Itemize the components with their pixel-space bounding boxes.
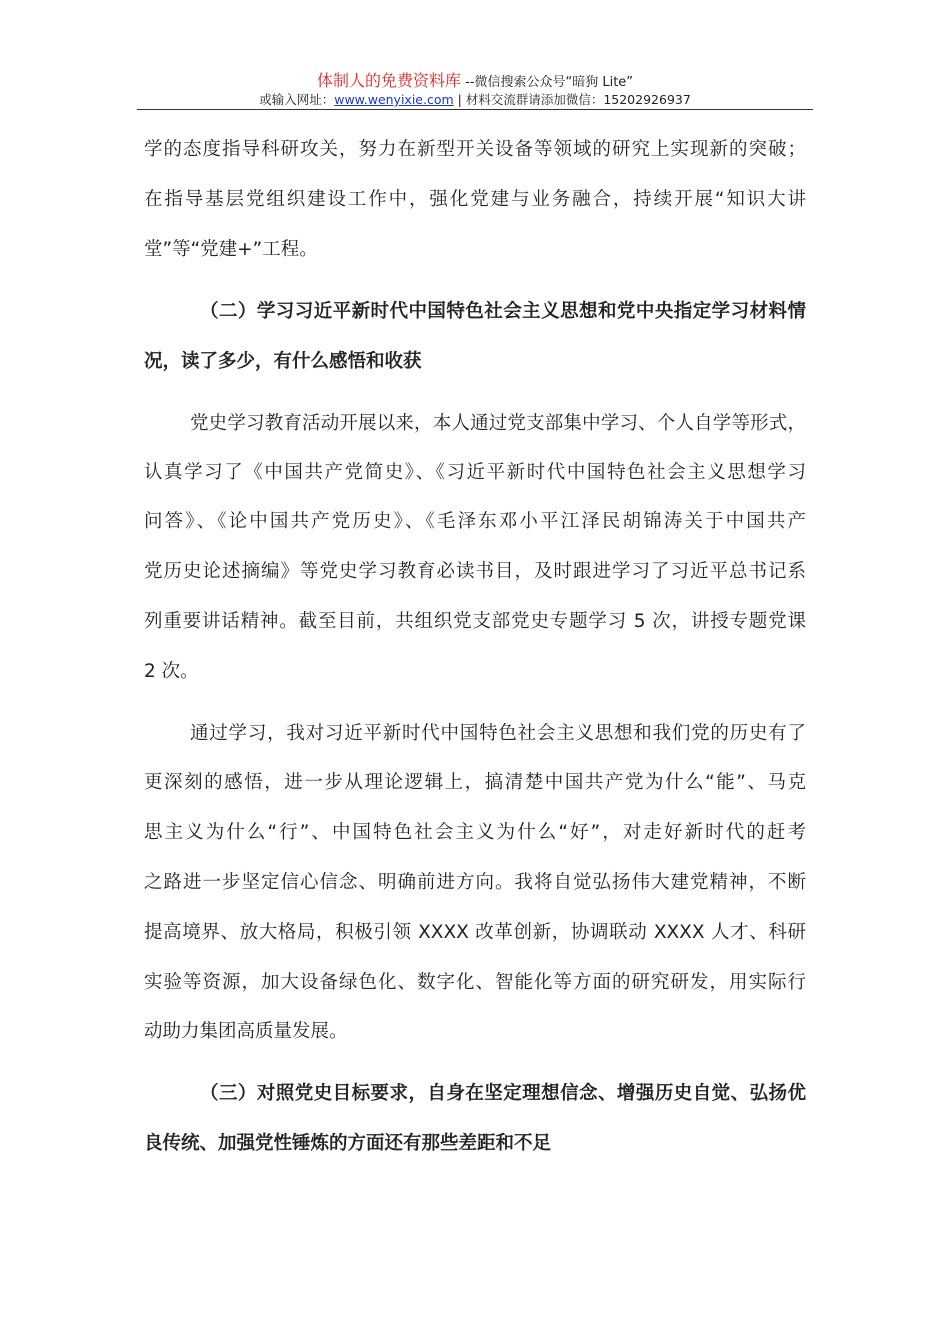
body-line: 2 次。 — [144, 661, 199, 682]
body-line: 通过学习，我对习近平新时代中国特色社会主义思想和我们党的历史有了 — [190, 723, 806, 744]
body-line: 党历史论述摘编》等党史学习教育必读书目，及时跟进学习了习近平总书记系 — [144, 561, 806, 582]
body-line: 之路进一步坚定信心信念、明确前进方向。我将自觉弘扬伟大建党精神，不断 — [144, 872, 806, 893]
body-line: 在指导基层党组织建设工作中，强化党建与业务融合，持续开展“知识大讲 — [144, 189, 806, 210]
body-line: 堂”等“党建+”工程。 — [144, 239, 318, 260]
section-heading: （三）对照党史目标要求，自身在坚定理想信念、增强历史自觉、弘扬优 — [200, 1083, 806, 1104]
section-heading: （二）学习习近平新时代中国特色社会主义思想和党中央指定学习材料情 — [200, 301, 806, 322]
url-prefix: 或输入网址： — [259, 92, 335, 107]
body-line: 思主义为什么“行”、中国特色社会主义为什么“好”，对走好新时代的赶考 — [144, 822, 806, 843]
body-line: 实验等资源，加大设备绿色化、数字化、智能化等方面的研究研发，用实际行 — [144, 972, 806, 993]
header-line-2 — [0, 91, 950, 108]
body-line: 动助力集团高质量发展。 — [144, 1021, 348, 1042]
body-line: 更深刻的感悟，进一步从理论逻辑上，搞清楚中国共产党为什么“能”、马克 — [144, 772, 806, 793]
brand-title: 体制人的免费资料库 — [316, 71, 461, 90]
section-heading: 良传统、加强党性锤炼的方面还有那些差距和不足 — [144, 1133, 552, 1154]
contact-info: | 材料交流群请添加微信：15202926937 — [453, 92, 691, 107]
website-link[interactable]: www.wenyixie.com — [334, 92, 454, 107]
header-divider — [137, 109, 813, 110]
header-tagline: --微信搜索公众号“暗狗 Lite” — [460, 75, 634, 90]
header-line-1 — [0, 72, 950, 92]
section-heading: 况，读了多少，有什么感悟和收获 — [144, 351, 422, 372]
body-line: 认真学习了《中国共产党简史》、《习近平新时代中国特色社会主义思想学习 — [144, 462, 806, 483]
body-line: 问答》、《论中国共产党历史》、《毛泽东邓小平江泽民胡锦涛关于中国共产 — [144, 511, 806, 532]
body-line: 党史学习教育活动开展以来，本人通过党支部集中学习、个人自学等形式， — [190, 413, 806, 434]
body-line: 学的态度指导科研攻关，努力在新型开关设备等领域的研究上实现新的突破； — [144, 139, 806, 160]
body-line: 提高境界、放大格局，积极引领 XXXX 改革创新，协调联动 XXXX 人才、科研 — [144, 922, 806, 943]
body-line: 列重要讲话精神。截至目前，共组织党支部党史专题学习 5 次，讲授专题党课 — [144, 611, 806, 632]
